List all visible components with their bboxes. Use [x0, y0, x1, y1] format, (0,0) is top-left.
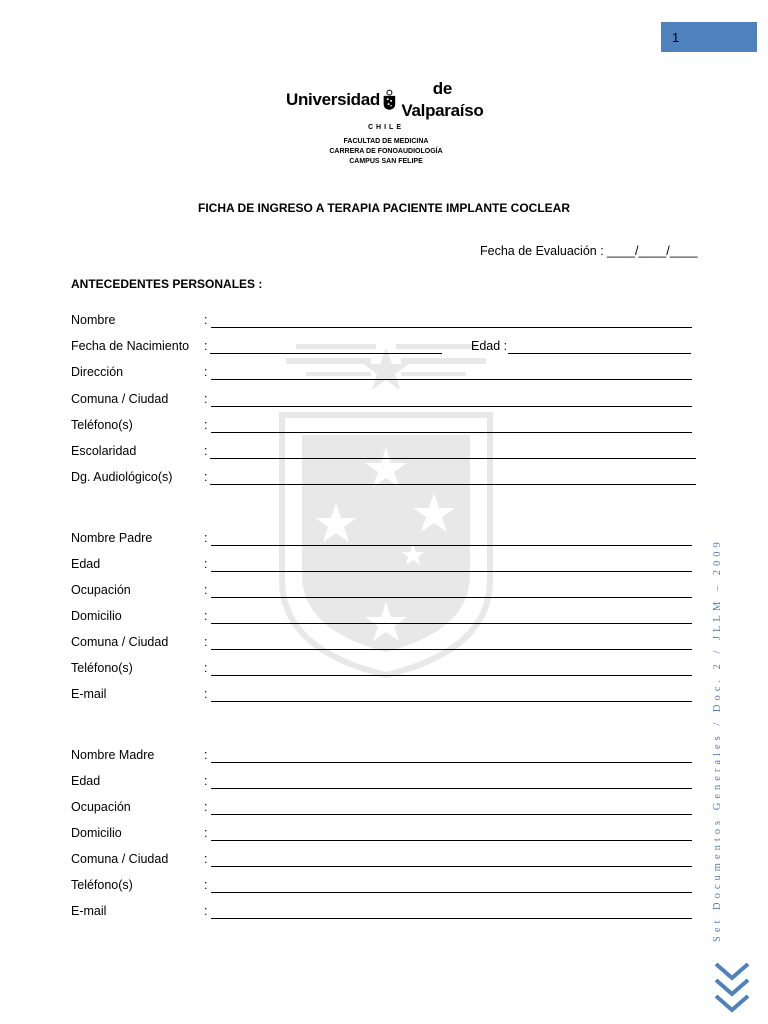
input-line-domicilio-padre[interactable] — [211, 623, 692, 624]
logo-campus: CAMPUS SAN FELIPE — [349, 158, 423, 165]
label-edad: Edad : — [471, 339, 508, 353]
logo-country: CHILE — [368, 124, 404, 131]
label-diagnostico: Dg. Audiológico(s) — [71, 470, 173, 484]
input-line-diagnostico[interactable] — [210, 484, 696, 485]
colon: : — [204, 583, 208, 597]
colon: : — [204, 774, 208, 788]
colon: : — [204, 904, 208, 918]
label-escolaridad: Escolaridad — [71, 444, 137, 458]
label-ocupacion-padre: Ocupación — [71, 583, 131, 597]
colon: : — [204, 878, 208, 892]
label-telefono: Teléfono(s) — [71, 418, 133, 432]
input-line-telefono-padre[interactable] — [211, 675, 692, 676]
colon: : — [204, 313, 208, 327]
input-line-fecha-nacimiento[interactable] — [210, 353, 442, 354]
input-line-edad[interactable] — [508, 353, 691, 354]
label-direccion: Dirección — [71, 365, 124, 379]
label-nombre-padre: Nombre Padre — [71, 531, 153, 545]
input-line-nombre-madre[interactable] — [211, 762, 692, 763]
input-line-edad-madre[interactable] — [211, 788, 692, 789]
input-line-nombre-padre[interactable] — [211, 545, 692, 546]
colon: : — [204, 392, 208, 406]
label-comuna: Comuna / Ciudad — [71, 392, 169, 406]
section-title-personal: ANTECEDENTES PERSONALES : — [71, 277, 263, 291]
chevron-down-icon — [713, 960, 751, 1018]
label-domicilio-madre: Domicilio — [71, 826, 122, 840]
input-line-ocupacion-madre[interactable] — [211, 814, 692, 815]
page-number: 1 — [661, 22, 757, 52]
crest-icon — [382, 87, 397, 113]
input-line-escolaridad[interactable] — [210, 458, 696, 459]
label-nombre: Nombre — [71, 313, 116, 327]
input-line-nombre[interactable] — [211, 327, 692, 328]
label-edad-padre: Edad — [71, 557, 101, 571]
colon: : — [204, 365, 208, 379]
colon: : — [204, 748, 208, 762]
input-line-comuna[interactable] — [211, 406, 692, 407]
evaluation-date-field[interactable]: Fecha de Evaluación : ____/____/____ — [480, 244, 698, 258]
colon: : — [204, 661, 208, 675]
colon: : — [204, 826, 208, 840]
label-edad-madre: Edad — [71, 774, 101, 788]
label-comuna-padre: Comuna / Ciudad — [71, 635, 169, 649]
input-line-comuna-padre[interactable] — [211, 649, 692, 650]
colon: : — [204, 444, 208, 458]
label-comuna-madre: Comuna / Ciudad — [71, 852, 169, 866]
label-fecha-nacimiento: Fecha de Nacimiento — [71, 339, 190, 353]
label-ocupacion-madre: Ocupación — [71, 800, 131, 814]
logo-university-left: Universidad — [286, 90, 381, 109]
colon: : — [204, 800, 208, 814]
crest-watermark-icon — [276, 330, 496, 680]
label-telefono-madre: Teléfono(s) — [71, 878, 133, 892]
colon: : — [204, 418, 208, 432]
input-line-domicilio-madre[interactable] — [211, 840, 692, 841]
colon: : — [204, 635, 208, 649]
input-line-email-padre[interactable] — [211, 701, 692, 702]
colon: : — [204, 557, 208, 571]
logo-wordmark — [286, 78, 486, 122]
input-line-edad-padre[interactable] — [211, 571, 692, 572]
label-email-madre: E-mail — [71, 904, 107, 918]
input-line-telefono-madre[interactable] — [211, 892, 692, 893]
input-line-email-madre[interactable] — [211, 918, 692, 919]
label-email-padre: E-mail — [71, 687, 107, 701]
colon: : — [204, 687, 208, 701]
colon: : — [204, 609, 208, 623]
label-nombre-madre: Nombre Madre — [71, 748, 155, 762]
input-line-ocupacion-padre[interactable] — [211, 597, 692, 598]
colon: : — [204, 852, 208, 866]
colon: : — [204, 531, 208, 545]
colon: : — [204, 339, 208, 353]
input-line-direccion[interactable] — [211, 379, 692, 380]
input-line-telefono[interactable] — [211, 432, 692, 433]
label-telefono-padre: Teléfono(s) — [71, 661, 133, 675]
document-title: FICHA DE INGRESO A TERAPIA PACIENTE IMPLANTE COCLEAR — [197, 201, 570, 215]
university-logo — [286, 74, 486, 164]
logo-career: CARRERA DE FONOAUDIOLOGÍA — [329, 148, 443, 155]
logo-university-right: de Valparaíso — [401, 79, 484, 120]
label-domicilio-padre: Domicilio — [71, 609, 122, 623]
side-footer-text: Set Documentos Generales / Doc. 2 / JLLM – 2009 — [712, 538, 723, 942]
colon: : — [204, 470, 208, 484]
input-line-comuna-madre[interactable] — [211, 866, 692, 867]
logo-faculty: FACULTAD DE MEDICINA — [343, 138, 429, 145]
